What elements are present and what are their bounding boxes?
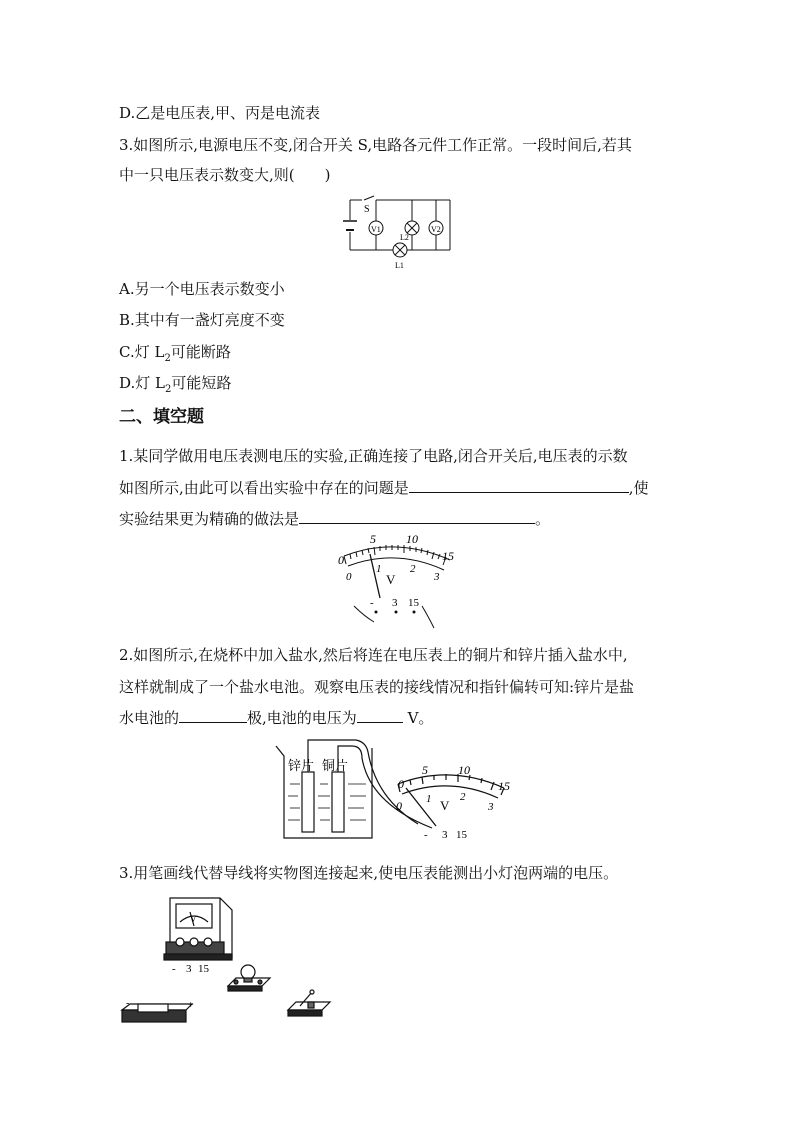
fill2-scale-bottom-1: 1: [426, 793, 432, 805]
fill2-terminal-15: 15: [456, 829, 467, 841]
terminal-minus: -: [370, 597, 374, 609]
scale-bottom-2: 2: [410, 563, 416, 575]
fill3-meter-unit: V: [190, 914, 197, 924]
scale-top-10: 10: [406, 532, 418, 546]
scale-bottom-1: 1: [376, 563, 382, 575]
q3-option-b: B.其中有一盏灯亮度不变: [119, 311, 285, 329]
q3-stem-line2: 中一只电压表示数变大,则( ): [119, 166, 331, 184]
q3-l2-label: L2: [400, 233, 409, 242]
terminal-3: 3: [392, 597, 398, 609]
battery-plus-label: +: [188, 1000, 194, 1011]
fill2-scale-top-15: 15: [498, 779, 510, 793]
scale-top-5: 5: [370, 532, 376, 546]
fill1-line2: 如图所示,由此可以看出实验中存在的问题是 ,使: [119, 479, 649, 497]
fill2-saltwater-battery-figure: [272, 738, 522, 842]
fill2-answer-blank-pole[interactable]: [179, 708, 247, 723]
fill2-answer-blank-voltage[interactable]: [357, 708, 403, 723]
fill2-scale-bottom-3: 3: [488, 801, 494, 813]
fill1-line1: 1.某同学做用电压表测电压的实验,正确连接了电路,闭合开关后,电压表的示数: [119, 447, 628, 465]
q3-v2-label: V2: [431, 225, 441, 234]
fill2-meter-unit: V: [440, 798, 450, 813]
fill3-bulb-on-base: [224, 962, 274, 996]
meter-unit-v: V: [386, 572, 396, 587]
copper-plate-label: 铜片: [322, 758, 349, 773]
fill2-line3: 水电池的 极,电池的电压为 V。: [119, 709, 434, 727]
terminal-15: 15: [408, 597, 419, 609]
scale-bottom-3: 3: [434, 571, 440, 583]
q3-option-a: A.另一个电压表示数变小: [119, 280, 285, 298]
fill1-line3: 实验结果更为精确的做法是 。: [119, 510, 551, 528]
q3-option-c: C.灯 $L_2$可能断路: [119, 343, 231, 364]
fill3-battery-holder: [118, 996, 198, 1026]
fill2-terminal-minus: -: [424, 829, 428, 841]
fill2-line1: 2.如图所示,在烧杯中加入盐水,然后将连在电压表上的铜片和锌片插入盐水中,: [119, 646, 628, 664]
q3-stem-line1: 3.如图所示,电源电压不变,闭合开关 S,电路各元件工作正常。一段时间后,若其: [119, 136, 632, 154]
q3-circuit-diagram: [340, 190, 460, 272]
fill2-line2: 这样就制成了一个盐水电池。观察电压表的接线情况和指针偏转可知:锌片是盐: [119, 678, 635, 696]
fill2-scale-top-0: 0: [398, 777, 404, 791]
fill1-answer-blank-1[interactable]: [409, 478, 629, 493]
fill3-terminal-15: 15: [198, 963, 209, 975]
scale-bottom-0: 0: [346, 571, 352, 583]
fill2-terminal-3: 3: [442, 829, 448, 841]
fill3-terminal-3: 3: [186, 963, 192, 975]
q3-v1-label: V1: [371, 225, 381, 234]
q3-switch-label: S: [364, 204, 370, 215]
scale-top-15: 15: [442, 549, 454, 563]
zinc-plate-label: 锌片: [288, 758, 315, 773]
fill2-scale-bottom-2: 2: [460, 791, 466, 803]
prev-question-option-d: D.乙是电压表,甲、丙是电流表: [119, 104, 321, 122]
battery-minus-label: -: [126, 998, 130, 1009]
fill2-scale-top-5: 5: [422, 763, 428, 777]
fill3-knife-switch: [284, 988, 334, 1022]
fill3-line1: 3.用笔画线代替导线将实物图连接起来,使电压表能测出小灯泡两端的电压。: [119, 864, 619, 882]
section-title: 二、填空题: [119, 407, 204, 427]
q3-l1-label: L1: [395, 261, 404, 270]
fill1-answer-blank-2[interactable]: [299, 509, 535, 524]
fill2-scale-top-10: 10: [458, 763, 470, 777]
fill3-terminal-minus: -: [172, 963, 176, 975]
fill2-scale-bottom-0: 0: [396, 799, 402, 813]
fill1-voltmeter-dial: [330, 528, 465, 636]
q3-option-d: D.灯 $L_2$可能短路: [119, 374, 232, 395]
scale-top-0: 0: [338, 553, 344, 567]
